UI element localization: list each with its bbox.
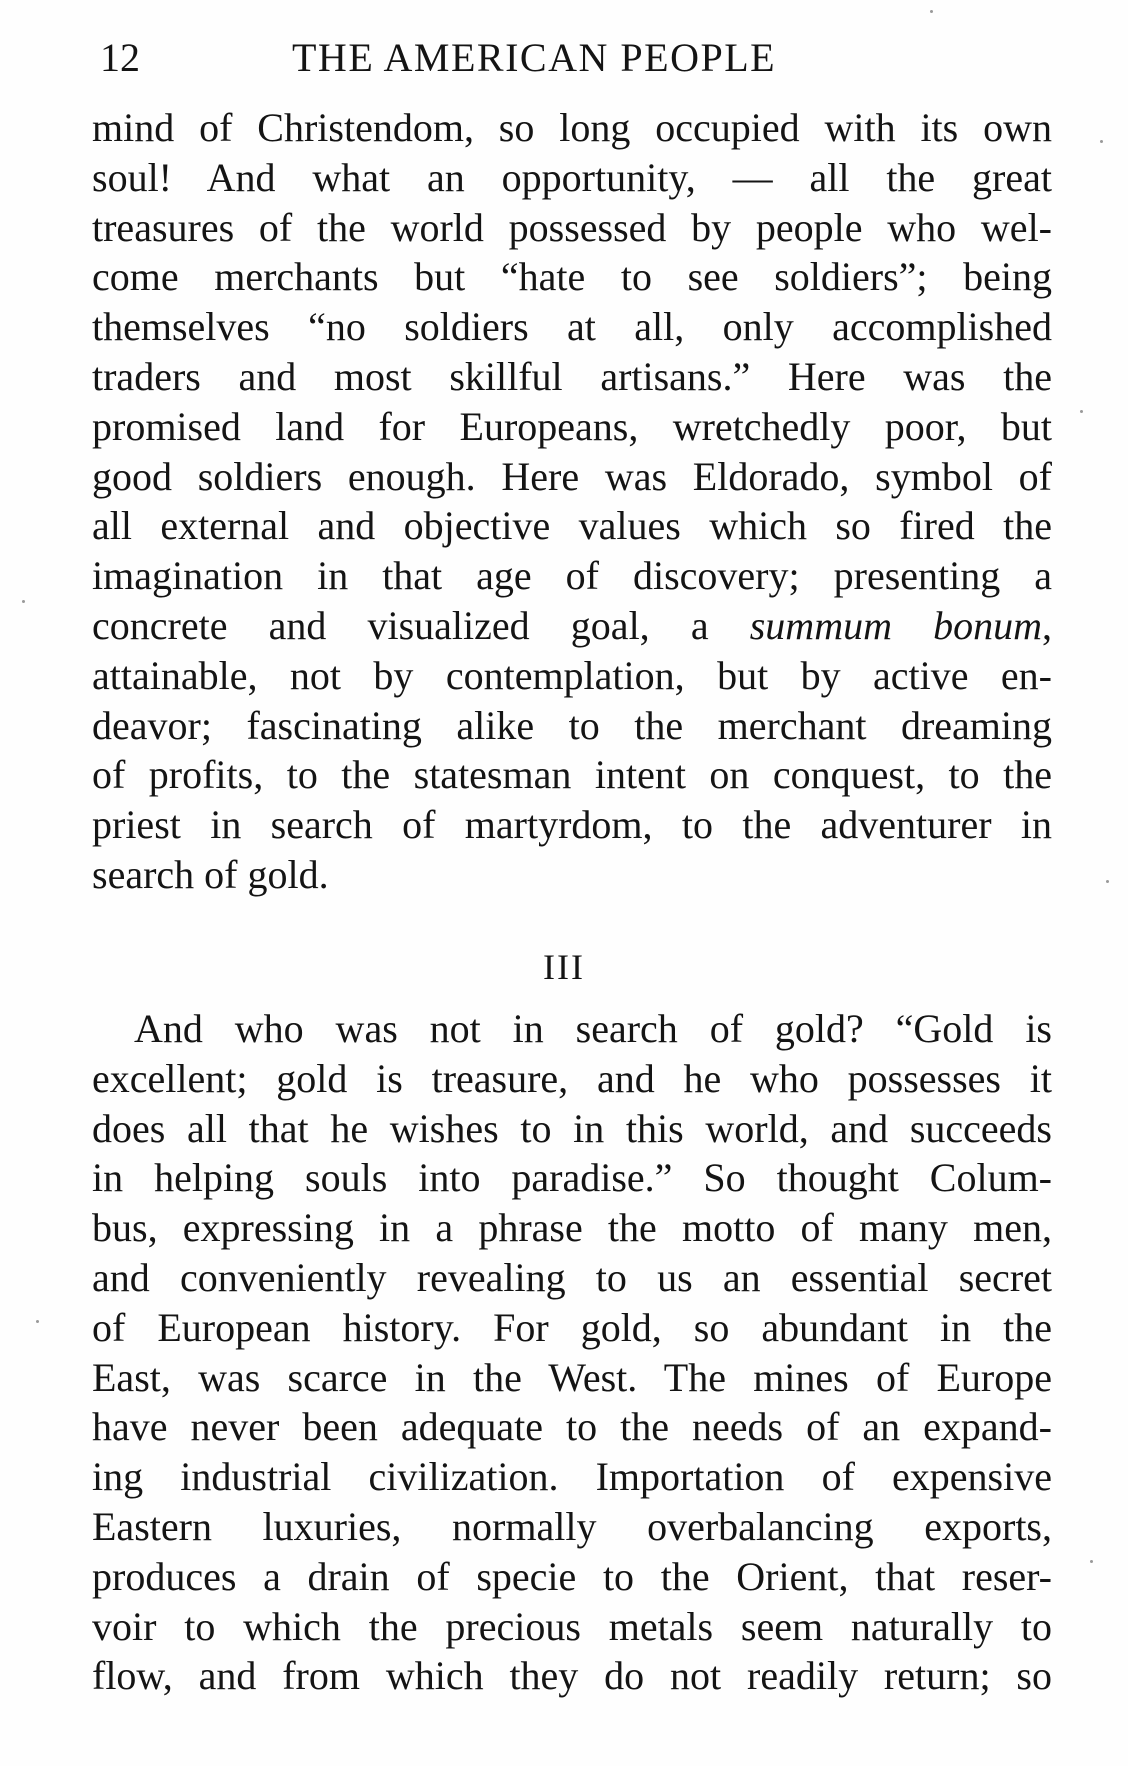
running-head bbox=[96, 28, 1056, 88]
text-line: Eastern luxuries, normally overbalancing exports, bbox=[92, 1503, 1052, 1549]
text-line: deavor; fascinating alike to the merchant dreaming bbox=[92, 702, 1052, 748]
text-line-with-italic: concrete and visualized goal, a summum bonum, bbox=[92, 602, 1052, 648]
text-line: come merchants but “hate to see soldiers”; being bbox=[92, 254, 1052, 300]
section-number: III bbox=[543, 947, 585, 987]
scan-speck bbox=[1080, 410, 1083, 413]
text-line: voir to which the precious metals seem naturally to bbox=[92, 1603, 1052, 1649]
text-line: mind of Christendom, so long occupied with its own bbox=[92, 105, 1052, 150]
text-line: themselves “no soldiers at all, only accomplished bbox=[92, 304, 1052, 350]
text-line: promised land for Europeans, wretchedly poor, but bbox=[92, 403, 1052, 449]
text-line: traders and most skillful artisans.” Here was the bbox=[92, 353, 1052, 399]
text-line: treasures of the world possessed by people who wel- bbox=[92, 204, 1052, 250]
text-line: priest in search of martyrdom, to the adventurer in bbox=[92, 802, 1052, 848]
text-line: produces a drain of specie to the Orient, that reser- bbox=[92, 1553, 1052, 1599]
text-line: imagination in that age of discovery; presenting a bbox=[92, 553, 1052, 599]
text-line: of profits, to the statesman intent on conquest, to the bbox=[92, 752, 1052, 798]
text-line: and conveniently revealing to us an essential secret bbox=[92, 1254, 1052, 1300]
text-line: ing industrial civilization. Importation of expensive bbox=[92, 1454, 1052, 1500]
text-line: have never been adequate to the needs of an expand- bbox=[92, 1404, 1052, 1450]
page-number: 12 bbox=[100, 35, 140, 80]
text-line: good soldiers enough. Here was Eldorado, symbol of bbox=[92, 453, 1052, 499]
scan-speck bbox=[930, 10, 933, 13]
scan-speck bbox=[1100, 140, 1103, 143]
text-line: soul! And what an opportunity, — all the great bbox=[92, 154, 1052, 200]
paragraph-continuation bbox=[92, 103, 1052, 900]
scan-speck bbox=[1090, 1560, 1093, 1563]
text-line: search of gold. bbox=[92, 851, 329, 897]
text-line: And who was not in search of gold? “Gold is bbox=[134, 1006, 1052, 1051]
text-line: all external and objective values which so fired the bbox=[92, 503, 1052, 549]
paragraph bbox=[92, 1004, 1052, 1701]
scan-speck bbox=[22, 600, 25, 603]
scan-speck bbox=[36, 1320, 39, 1323]
text-line: in helping souls into paradise.” So thought Colum- bbox=[92, 1155, 1052, 1201]
text-line: flow, and from which they do not readily return; so bbox=[92, 1653, 1052, 1699]
italic-phrase: summum bonum bbox=[749, 602, 1042, 648]
text-line: attainable, not by contemplation, but by active en- bbox=[92, 652, 1052, 698]
text-line: East, was scarce in the West. The mines of Europe bbox=[92, 1354, 1052, 1400]
text-line: of European history. For gold, so abundant in the bbox=[92, 1304, 1052, 1350]
text-line: excellent; gold is treasure, and he who possesses it bbox=[92, 1055, 1052, 1101]
text-line: bus, expressing in a phrase the motto of many men, bbox=[92, 1205, 1052, 1251]
text-line: does all that he wishes to in this world, and succeeds bbox=[92, 1105, 1052, 1151]
scan-speck bbox=[1106, 880, 1109, 883]
running-title: THE AMERICAN PEOPLE bbox=[292, 35, 777, 80]
